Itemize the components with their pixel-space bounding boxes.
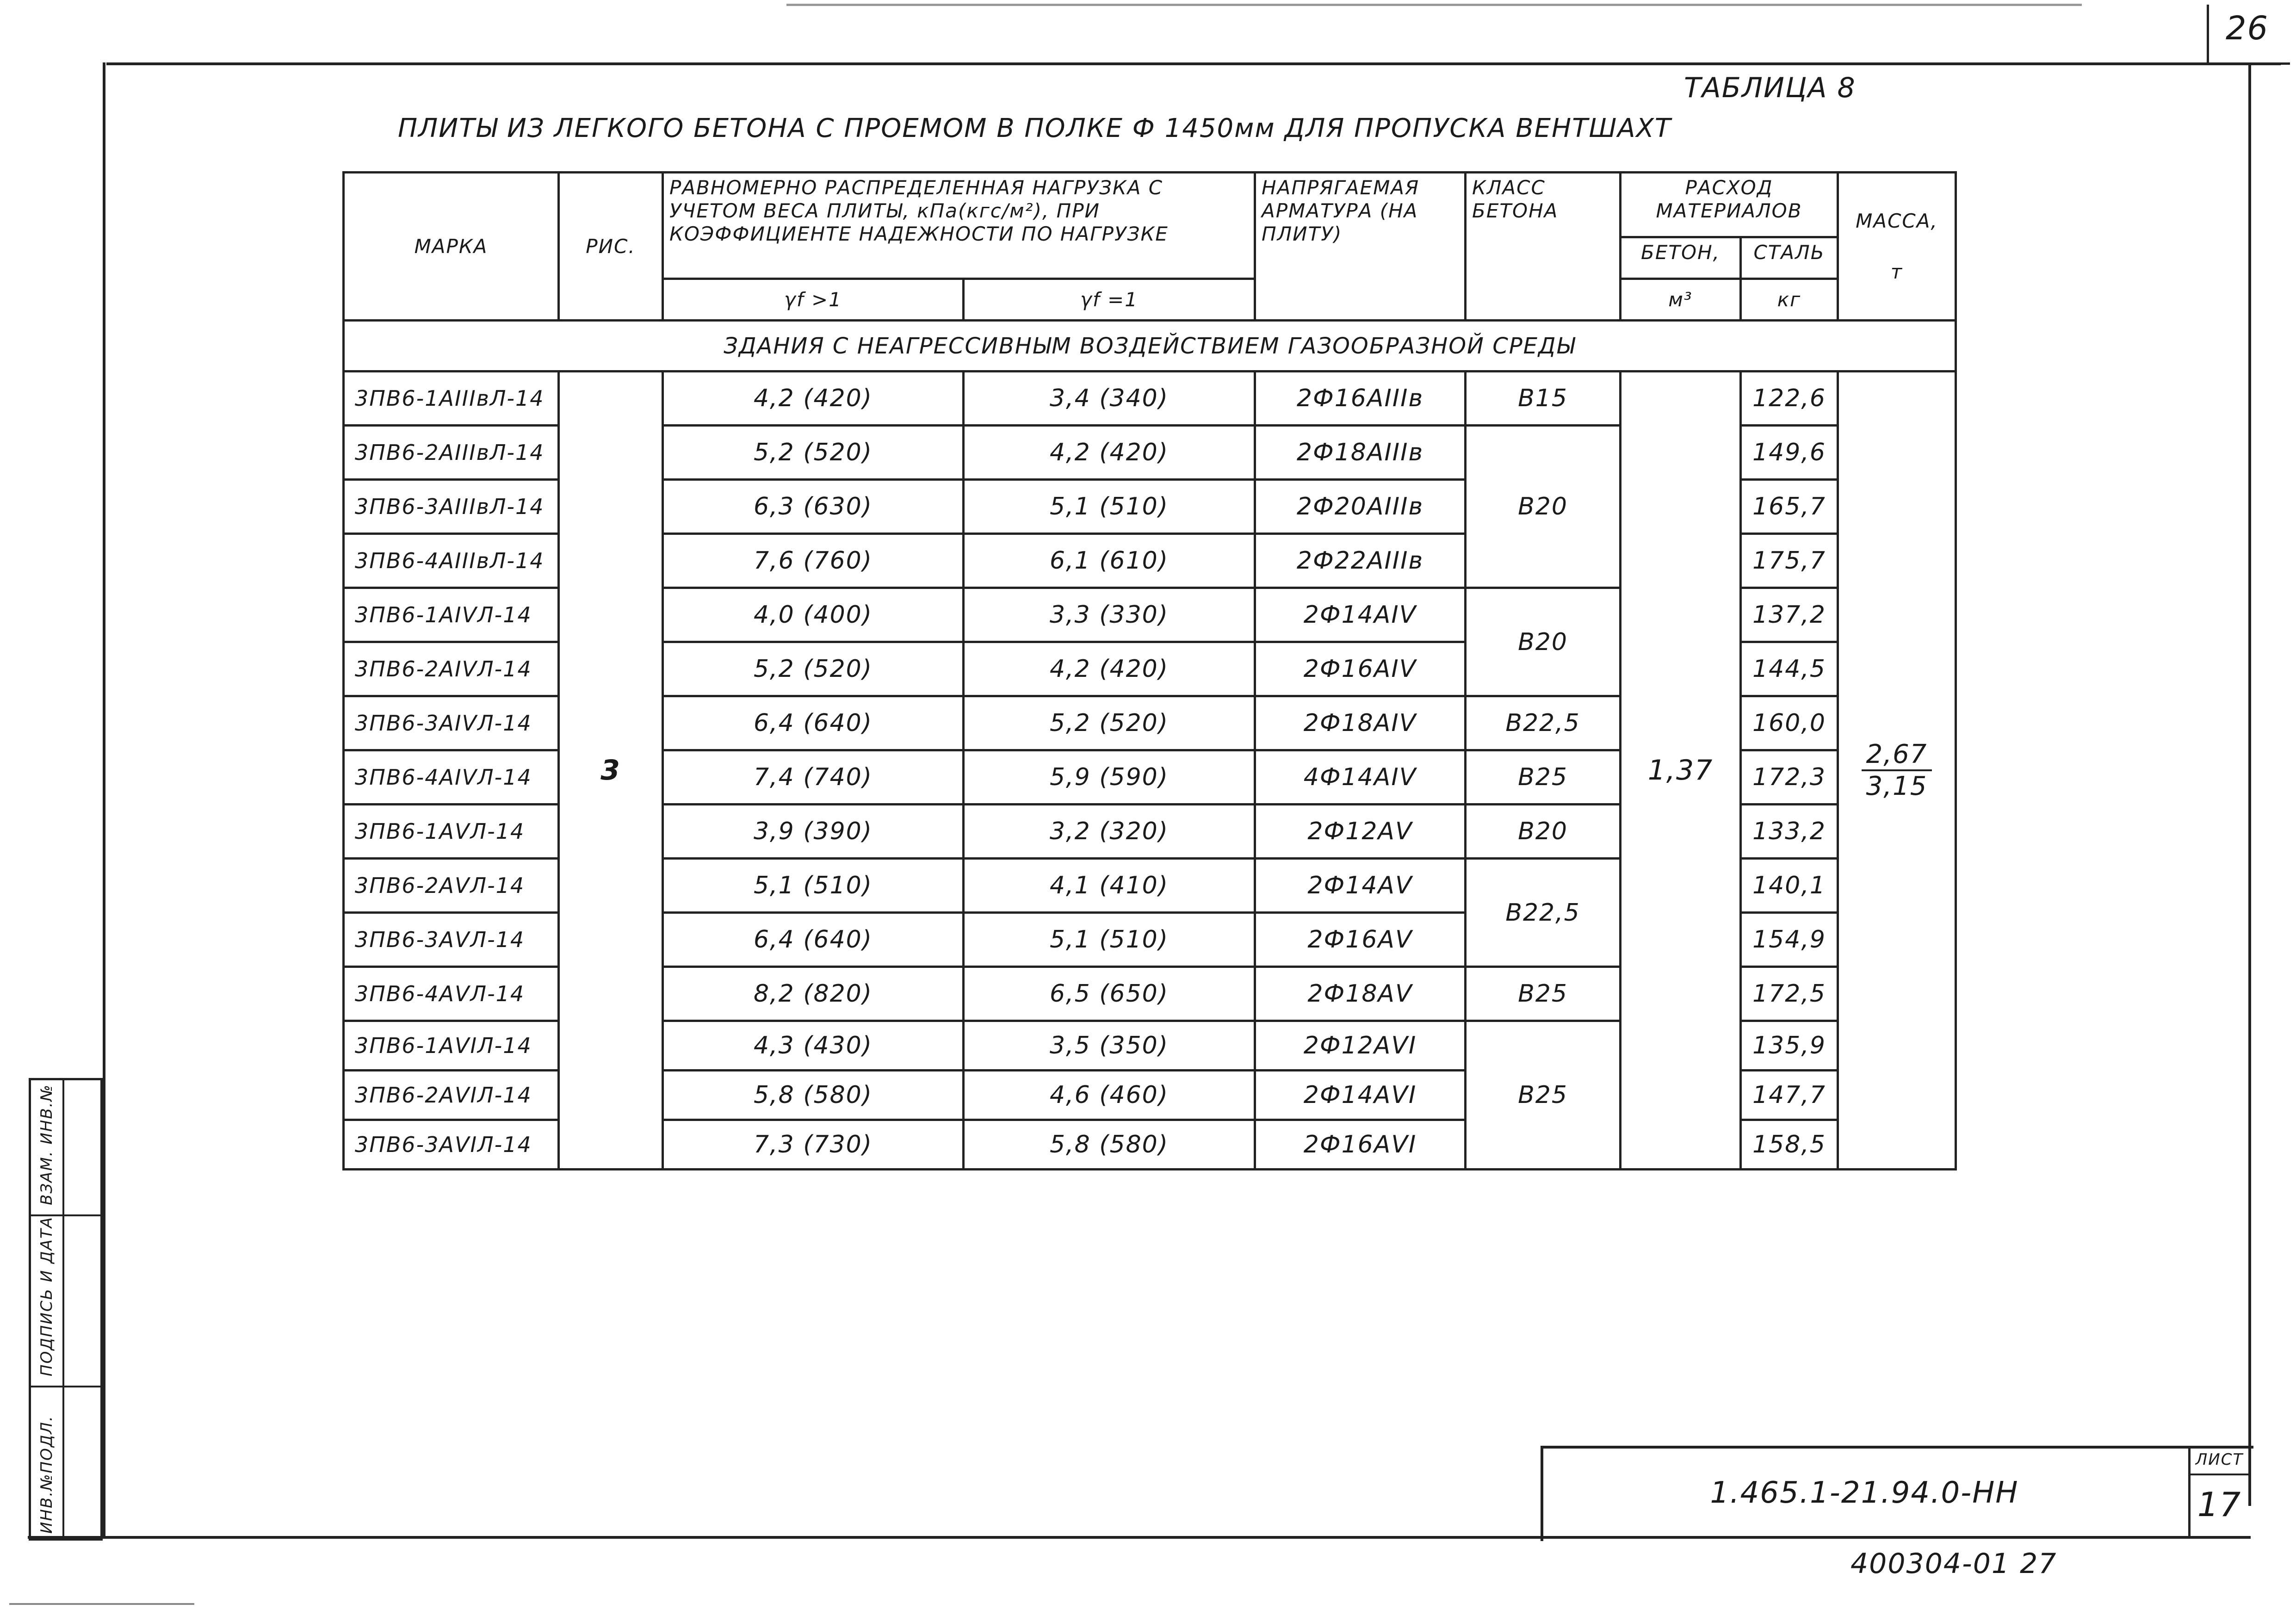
row-mark: 3ПВ6-1АVIЛ-14 bbox=[344, 1021, 559, 1071]
class-cell: В25 bbox=[1466, 750, 1621, 805]
row-rebar: 2Ф18АIIIв bbox=[1255, 426, 1466, 480]
side-sign-date: ПОДПИСЬ И ДАТА bbox=[37, 1216, 56, 1376]
row-steel: 165,7 bbox=[1741, 480, 1838, 534]
row-rebar: 2Ф14АIV bbox=[1255, 588, 1466, 642]
header-steel: СТАЛЬ bbox=[1741, 237, 1838, 279]
scan-artifact-bottom bbox=[9, 1603, 194, 1605]
row-load-eq1: 5,8 (580) bbox=[964, 1120, 1255, 1170]
row-rebar: 2Ф20АIIIв bbox=[1255, 480, 1466, 534]
sheet-divider bbox=[2188, 1474, 2251, 1475]
frame-top-border bbox=[106, 62, 2281, 65]
side-inv-orig: ИНВ.№ПОДЛ. bbox=[37, 1415, 56, 1534]
row-mark: 3ПВ6-4АIVЛ-14 bbox=[344, 750, 559, 805]
row-load-eq1: 5,2 (520) bbox=[964, 696, 1255, 750]
row-steel: 172,3 bbox=[1741, 750, 1838, 805]
row-steel: 160,0 bbox=[1741, 696, 1838, 750]
row-steel: 154,9 bbox=[1741, 913, 1838, 967]
row-rebar: 2Ф12АVI bbox=[1255, 1021, 1466, 1071]
row-load-eq1: 4,1 (410) bbox=[964, 859, 1255, 913]
header-concrete-unit: м³ bbox=[1621, 279, 1741, 321]
frame-right-border bbox=[2248, 62, 2251, 1506]
row-rebar: 2Ф18АV bbox=[1255, 967, 1466, 1021]
row-steel: 172,5 bbox=[1741, 967, 1838, 1021]
row-mark: 3ПВ6-3АVIЛ-14 bbox=[344, 1120, 559, 1170]
table-caption: ТАБЛИЦА 8 bbox=[1684, 72, 1856, 104]
row-mark: 3ПВ6-2АIIIвЛ-14 bbox=[344, 426, 559, 480]
row-load-gt1: 7,3 (730) bbox=[663, 1120, 964, 1170]
row-mark: 3ПВ6-4АIIIвЛ-14 bbox=[344, 534, 559, 588]
row-load-gt1: 8,2 (820) bbox=[663, 967, 964, 1021]
row-load-eq1: 6,5 (650) bbox=[964, 967, 1255, 1021]
row-steel: 137,2 bbox=[1741, 588, 1838, 642]
row-load-gt1: 4,2 (420) bbox=[663, 372, 964, 426]
row-load-gt1: 4,0 (400) bbox=[663, 588, 964, 642]
row-load-gt1: 5,8 (580) bbox=[663, 1071, 964, 1120]
header-load: РАВНОМЕРНО РАСПРЕДЕЛЕННАЯ НАГРУЗКА С УЧЕТОМ ВЕСА ПЛИТЫ, кПа(кгс/м²), ПРИ КОЭФФИЦИЕНТЕ НАДЕЖНОСТИ ПО НАГРУЗКЕ bbox=[663, 173, 1255, 279]
section-row: ЗДАНИЯ С НЕАГРЕССИВНЫМ ВОЗДЕЙСТВИЕМ ГАЗООБРАЗНОЙ СРЕДЫ bbox=[344, 321, 1956, 372]
row-load-eq1: 3,4 (340) bbox=[964, 372, 1255, 426]
row-steel: 122,6 bbox=[1741, 372, 1838, 426]
class-cell: В15 bbox=[1466, 372, 1621, 426]
page-title: ПЛИТЫ ИЗ ЛЕГКОГО БЕТОНА С ПРОЕМОМ В ПОЛКЕ Ф 1450мм ДЛЯ ПРОПУСКА ВЕНТШАХТ bbox=[398, 113, 1672, 143]
row-load-eq1: 5,9 (590) bbox=[964, 750, 1255, 805]
row-steel: 140,1 bbox=[1741, 859, 1838, 913]
row-load-eq1: 4,2 (420) bbox=[964, 426, 1255, 480]
class-cell: В20 bbox=[1466, 805, 1621, 859]
header-rebar: НАПРЯГАЕМАЯ АРМАТУРА (НА ПЛИТУ) bbox=[1255, 173, 1466, 321]
header-mass-label: МАССА, bbox=[1856, 209, 1938, 232]
row-mark: 3ПВ6-2АIVЛ-14 bbox=[344, 642, 559, 696]
row-mark: 3ПВ6-2АVIЛ-14 bbox=[344, 1071, 559, 1120]
row-steel: 147,7 bbox=[1741, 1071, 1838, 1120]
row-steel: 144,5 bbox=[1741, 642, 1838, 696]
header-load-gt1: γf >1 bbox=[663, 279, 964, 321]
row-rebar: 2Ф16АIV bbox=[1255, 642, 1466, 696]
frame-left-border bbox=[103, 62, 105, 1538]
row-load-eq1: 3,5 (350) bbox=[964, 1021, 1255, 1071]
sheet-label: ЛИСТ bbox=[2195, 1450, 2244, 1469]
row-load-eq1: 6,1 (610) bbox=[964, 534, 1255, 588]
slab-table bbox=[342, 171, 1957, 1170]
sheet-number: 17 bbox=[2197, 1485, 2242, 1524]
row-steel: 158,5 bbox=[1741, 1120, 1838, 1170]
row-load-gt1: 7,4 (740) bbox=[663, 750, 964, 805]
header-mass-unit: т bbox=[1890, 260, 1903, 283]
document-code: 1.465.1-21.94.0-НН bbox=[1710, 1476, 2019, 1510]
row-rebar: 2Ф14АV bbox=[1255, 859, 1466, 913]
row-mark: 3ПВ6-1АIVЛ-14 bbox=[344, 588, 559, 642]
header-mass bbox=[1838, 173, 1956, 321]
header-steel-unit: кг bbox=[1741, 279, 1838, 321]
row-load-gt1: 6,3 (630) bbox=[663, 480, 964, 534]
row-rebar: 2Ф12АV bbox=[1255, 805, 1466, 859]
side-replace-inv: ВЗАМ. ИНВ.№ bbox=[37, 1084, 56, 1205]
archive-code: 400304-01 27 bbox=[1850, 1548, 2057, 1580]
row-rebar: 2Ф18АIV bbox=[1255, 696, 1466, 750]
row-mark: 3ПВ6-3АIVЛ-14 bbox=[344, 696, 559, 750]
row-load-eq1: 4,2 (420) bbox=[964, 642, 1255, 696]
header-concrete: БЕТОН, bbox=[1621, 237, 1741, 279]
row-steel: 149,6 bbox=[1741, 426, 1838, 480]
row-load-eq1: 3,2 (320) bbox=[964, 805, 1255, 859]
mass-value bbox=[1838, 372, 1956, 1170]
corner-page-number: 26 bbox=[2225, 9, 2269, 47]
row-load-eq1: 5,1 (510) bbox=[964, 913, 1255, 967]
row-steel: 175,7 bbox=[1741, 534, 1838, 588]
class-cell: В20 bbox=[1466, 588, 1621, 696]
header-fig: РИС. bbox=[559, 173, 663, 321]
row-mark: 3ПВ6-4АVЛ-14 bbox=[344, 967, 559, 1021]
row-load-gt1: 5,2 (520) bbox=[663, 642, 964, 696]
row-load-gt1: 5,1 (510) bbox=[663, 859, 964, 913]
row-load-gt1: 5,2 (520) bbox=[663, 426, 964, 480]
concrete-value: 1,37 bbox=[1621, 372, 1741, 1170]
row-load-eq1: 3,3 (330) bbox=[964, 588, 1255, 642]
row-mark: 3ПВ6-2АVЛ-14 bbox=[344, 859, 559, 913]
row-load-gt1: 3,9 (390) bbox=[663, 805, 964, 859]
mass-value-top: 2,67 bbox=[1862, 739, 1932, 771]
fig-value: 3 bbox=[559, 372, 663, 1170]
header-mark: МАРКА bbox=[344, 173, 559, 321]
row-mark: 3ПВ6-3АIIIвЛ-14 bbox=[344, 480, 559, 534]
row-rebar: 2Ф14АVI bbox=[1255, 1071, 1466, 1120]
row-mark: 3ПВ6-3АVЛ-14 bbox=[344, 913, 559, 967]
class-cell: В22,5 bbox=[1466, 696, 1621, 750]
row-load-gt1: 6,4 (640) bbox=[663, 696, 964, 750]
header-load-eq1: γf =1 bbox=[964, 279, 1255, 321]
mass-value-bottom: 3,15 bbox=[1866, 771, 1928, 801]
class-cell: В22,5 bbox=[1466, 859, 1621, 967]
class-cell: В20 bbox=[1466, 426, 1621, 588]
class-cell: В25 bbox=[1466, 967, 1621, 1021]
row-load-gt1: 6,4 (640) bbox=[663, 913, 964, 967]
row-mark: 3ПВ6-1АIIIвЛ-14 bbox=[344, 372, 559, 426]
side-strip-divider bbox=[62, 1080, 64, 1538]
scan-artifact-line bbox=[786, 4, 2082, 6]
row-load-gt1: 4,3 (430) bbox=[663, 1021, 964, 1071]
row-rebar: 2Ф22АIIIв bbox=[1255, 534, 1466, 588]
header-consumption: РАСХОД МАТЕРИАЛОВ bbox=[1621, 173, 1838, 237]
row-rebar: 2Ф16АIIIв bbox=[1255, 372, 1466, 426]
row-load-gt1: 7,6 (760) bbox=[663, 534, 964, 588]
side-strip-row-divider bbox=[31, 1386, 100, 1387]
row-steel: 135,9 bbox=[1741, 1021, 1838, 1071]
row-rebar: 4Ф14АIV bbox=[1255, 750, 1466, 805]
row-load-eq1: 5,1 (510) bbox=[964, 480, 1255, 534]
row-rebar: 2Ф16АV bbox=[1255, 913, 1466, 967]
header-class: КЛАСС БЕТОНА bbox=[1466, 173, 1621, 321]
row-load-eq1: 4,6 (460) bbox=[964, 1071, 1255, 1120]
side-strip bbox=[29, 1078, 103, 1541]
class-cell: В25 bbox=[1466, 1021, 1621, 1170]
row-steel: 133,2 bbox=[1741, 805, 1838, 859]
row-mark: 3ПВ6-1АVЛ-14 bbox=[344, 805, 559, 859]
row-rebar: 2Ф16АVI bbox=[1255, 1120, 1466, 1170]
